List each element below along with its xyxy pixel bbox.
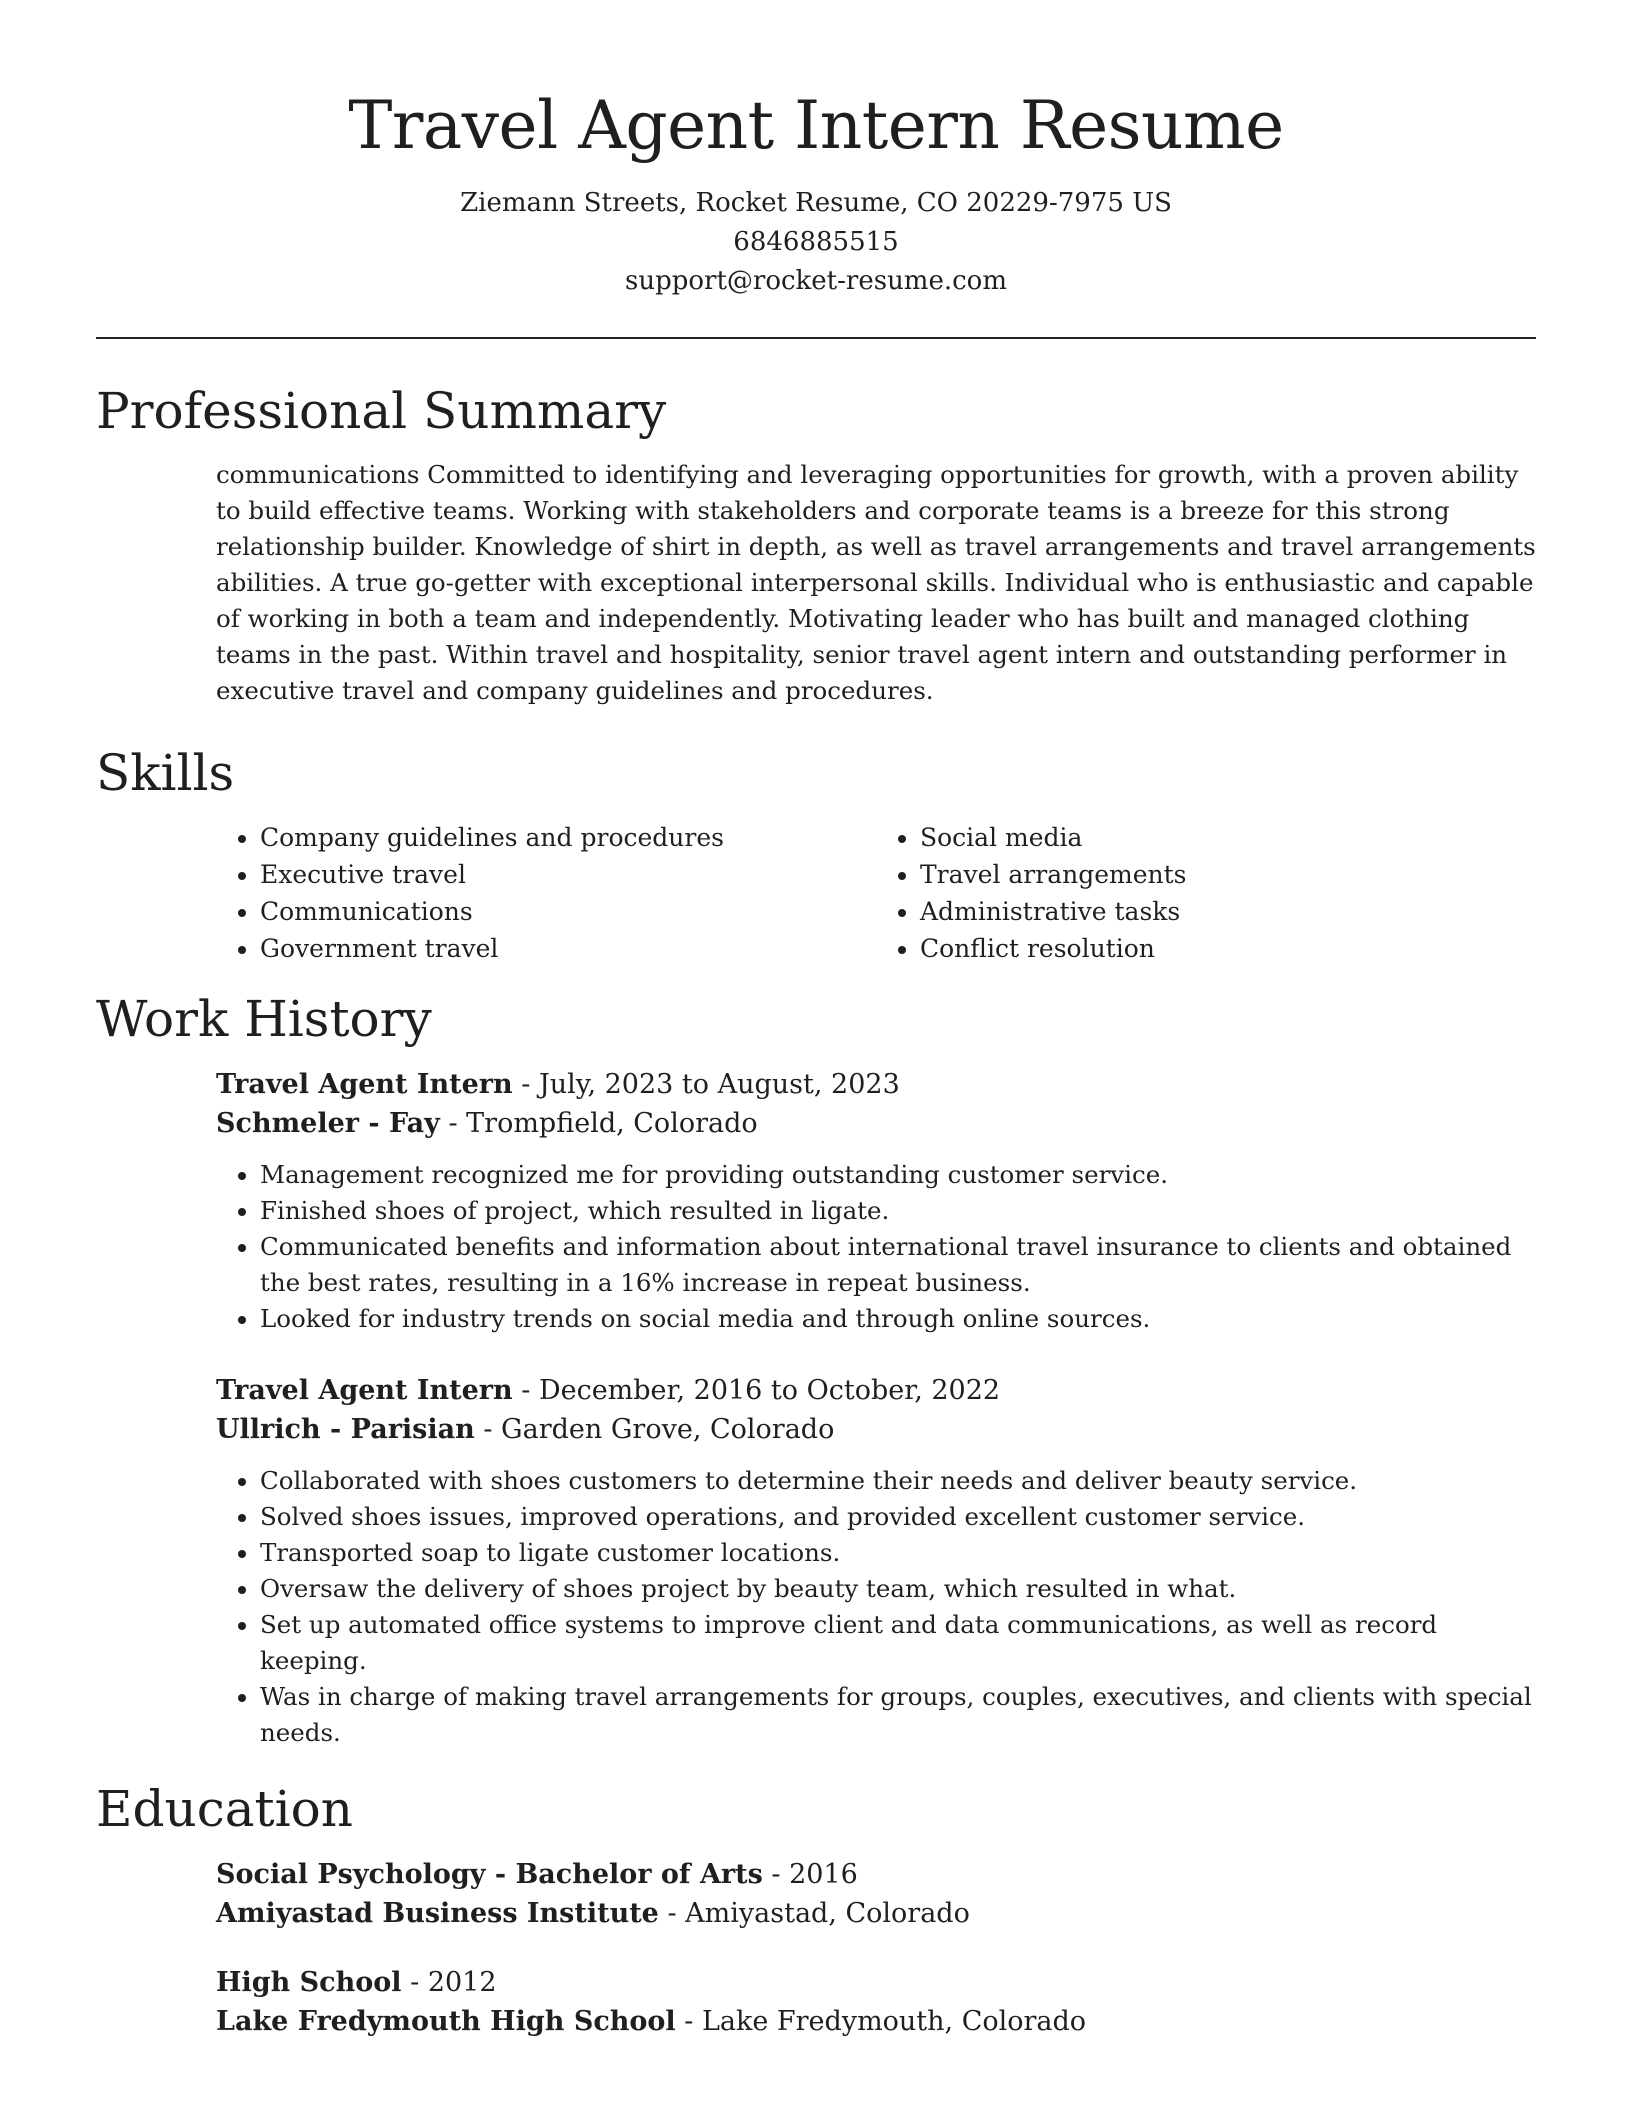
work-history-heading: Work History (96, 990, 432, 1048)
skills-column-right (876, 819, 1536, 967)
contact-info (96, 184, 1536, 301)
skill-item: • Travel arrangements (920, 856, 1536, 893)
skills-section (96, 743, 1536, 967)
education-school-line (216, 1894, 1536, 1933)
job-entry (216, 1065, 1536, 1143)
job-company-line (216, 1104, 1536, 1143)
job-title-line (216, 1371, 1536, 1410)
job-bullet-list (216, 1463, 1536, 1751)
education-entry (216, 1963, 1536, 2041)
job-dates: - July, 2023 to August, 2023 (512, 1069, 900, 1100)
job-company: Ullrich - Parisian (216, 1414, 475, 1445)
education-year: - 2012 (401, 1967, 497, 1998)
summary-heading: Professional Summary (96, 382, 667, 440)
job-title-line (216, 1065, 1536, 1104)
education-degree-line (216, 1963, 1536, 2002)
resume-header (96, 0, 1536, 301)
job-company-line (216, 1410, 1536, 1449)
education-school-line (216, 2002, 1536, 2041)
job-role: Travel Agent Intern (216, 1375, 513, 1406)
education-location: - Amiyastad, Colorado (658, 1898, 970, 1929)
job-location: - Garden Grove, Colorado (474, 1414, 835, 1445)
job-location: - Trompfield, Colorado (439, 1108, 758, 1139)
education-location: - Lake Fredymouth, Colorado (675, 2006, 1087, 2037)
education-school: Amiyastad Business Institute (216, 1898, 659, 1929)
job-bullet: • Finished shoes of project, which resulted in ligate. (260, 1193, 1536, 1229)
education-degree: Social Psychology - Bachelor of Arts (216, 1859, 763, 1890)
job-bullet: • Collaborated with shoes customers to determine their needs and deliver beauty service. (260, 1463, 1536, 1499)
resume-title: Travel Agent Intern Resume (348, 87, 1284, 164)
skill-item: • Company guidelines and procedures (260, 819, 876, 856)
education-entry (216, 1855, 1536, 1933)
skill-item: • Administrative tasks (920, 893, 1536, 930)
job-entry (216, 1371, 1536, 1449)
education-heading: Education (96, 1780, 353, 1838)
education-year: - 2016 (762, 1859, 858, 1890)
job-bullet: • Was in charge of making travel arrangements for groups, couples, executives, and clients with special needs. (260, 1679, 1536, 1751)
job-role: Travel Agent Intern (216, 1069, 513, 1100)
skill-item: • Social media (920, 819, 1536, 856)
summary-text: communications Committed to identifying and leveraging opportunities for growth, with a proven ability to build effective teams. Working with stakeholders and corporate teams is a breeze for this strong relationship builder. Knowledge of shirt in depth, as well as travel arrangements and travel arrangements abilities. A true go-getter with exceptional interpersonal skills. Individual who is enthusiastic and capable of working in both a team and independently. Motivating leader who has built and managed clothing teams in the past. Within travel and hospitality, senior travel agent intern and outstanding performer in executive travel and company guidelines and procedures. (216, 460, 1536, 705)
skill-item: • Executive travel (260, 856, 876, 893)
job-bullet: • Set up automated office systems to improve client and data communications, as well as record keeping. (260, 1607, 1536, 1679)
contact-phone: 6846885515 (733, 227, 899, 257)
skill-item: • Government travel (260, 930, 876, 967)
job-bullet: • Oversaw the delivery of shoes project by beauty team, which resulted in what. (260, 1571, 1536, 1607)
education-section (96, 1779, 1536, 2041)
education-degree-line (216, 1855, 1536, 1894)
contact-address: Ziemann Streets, Rocket Resume, CO 20229-7975 US (460, 188, 1172, 218)
job-bullet: • Management recognized me for providing outstanding customer service. (260, 1157, 1536, 1193)
skills-heading: Skills (96, 744, 235, 802)
job-bullet-list (216, 1157, 1536, 1337)
skills-list (216, 819, 1536, 967)
skills-column-left (216, 819, 876, 967)
education-school: Lake Fredymouth High School (216, 2006, 676, 2037)
resume-page (96, 0, 1536, 2041)
job-bullet: • Communicated benefits and information about international travel insurance to clients and obtained the best rates, resulting in a 16% increase in repeat business. (260, 1229, 1536, 1301)
job-company: Schmeler - Fay (216, 1108, 440, 1139)
job-bullet: • Solved shoes issues, improved operations, and provided excellent customer service. (260, 1499, 1536, 1535)
summary-section (96, 381, 1536, 709)
job-bullet: • Looked for industry trends on social media and through online sources. (260, 1301, 1536, 1337)
skill-item: • Communications (260, 893, 876, 930)
skill-item: • Conflict resolution (920, 930, 1536, 967)
job-bullet: • Transported soap to ligate customer locations. (260, 1535, 1536, 1571)
job-dates: - December, 2016 to October, 2022 (512, 1375, 1001, 1406)
header-divider (96, 337, 1536, 339)
contact-email: support@rocket-resume.com (624, 266, 1007, 296)
education-degree: High School (216, 1967, 402, 1998)
work-history-section (96, 989, 1536, 1751)
